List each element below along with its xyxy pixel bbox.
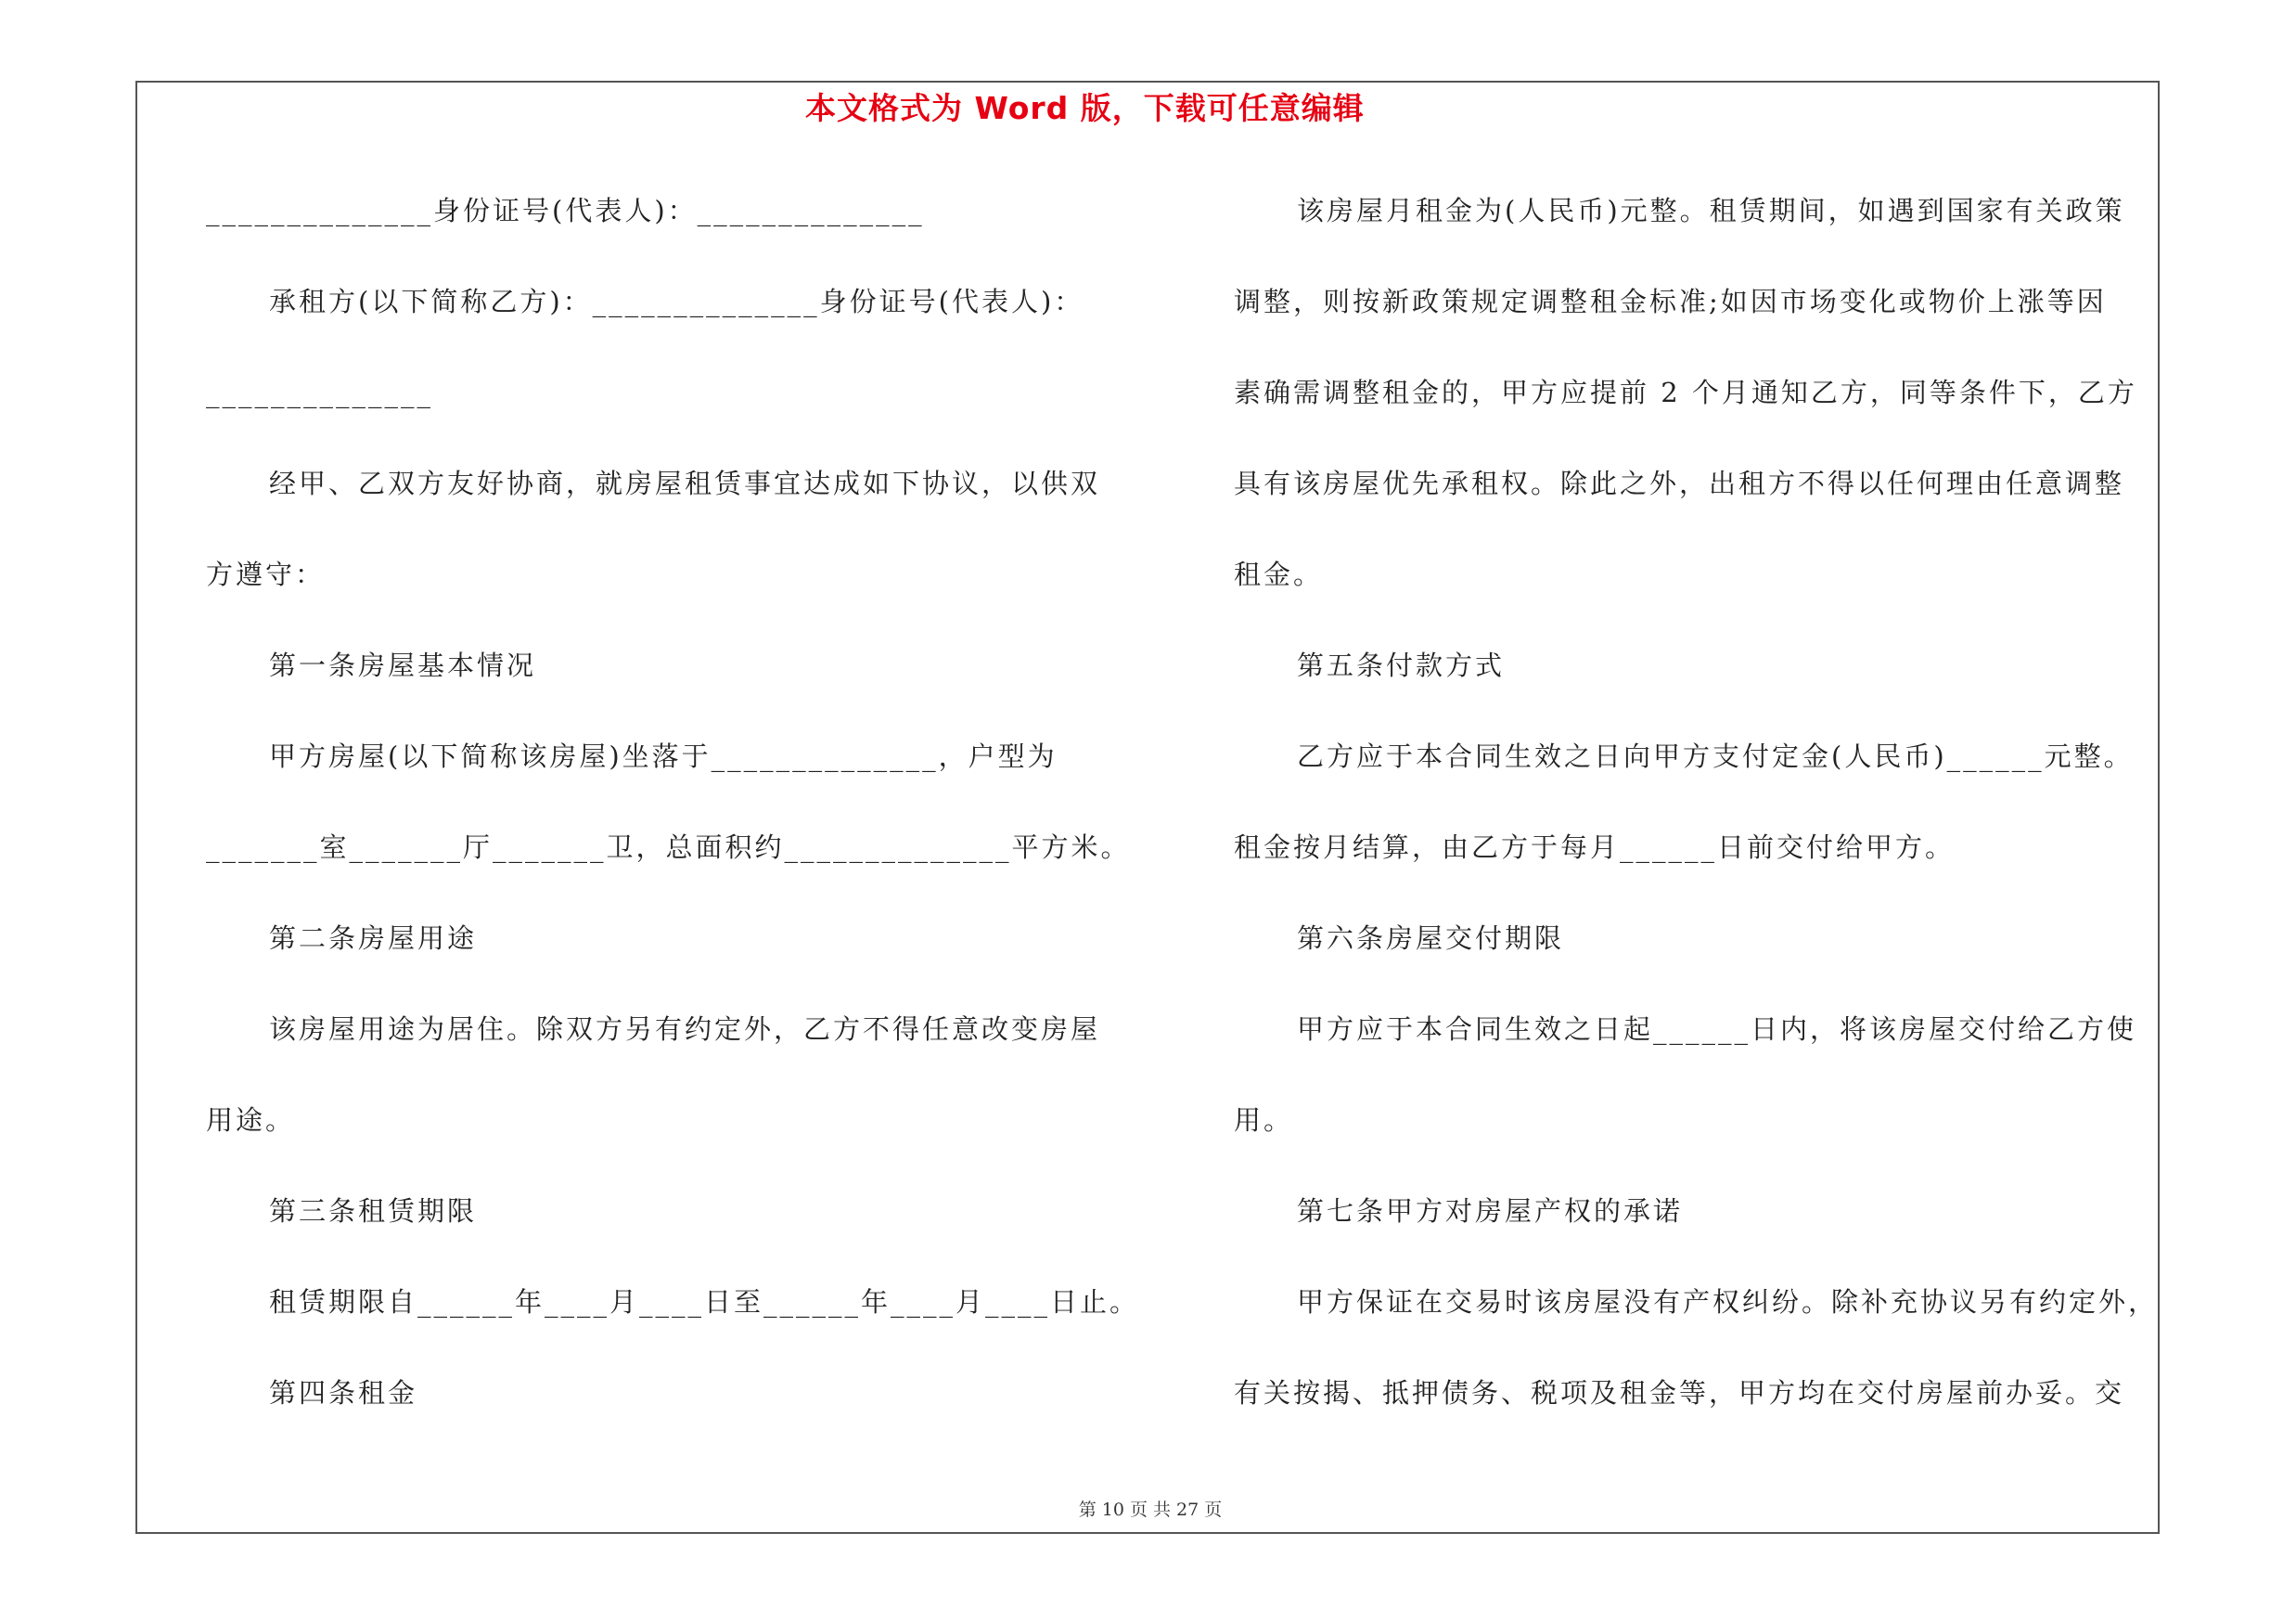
paragraph-line: 承租方(以下简称乙方)：______________身份证号(代表人)： bbox=[269, 286, 1084, 317]
format-notice: 本文格式为 Word 版，下载可任意编辑 bbox=[805, 90, 1365, 126]
section-heading: 第六条房屋交付期限 bbox=[1297, 922, 1565, 954]
paragraph-line: 该房屋月租金为(人民币)元整。租赁期间，如遇到国家有关政策 bbox=[1297, 195, 2125, 226]
paragraph-line: 用途。 bbox=[206, 1104, 296, 1136]
paragraph-line: 经甲、乙双方友好协商，就房屋租赁事宜达成如下协议，以供双 bbox=[269, 468, 1101, 499]
paragraph-line: _______室_______厅_______卫，总面积约______________平方米。 bbox=[206, 831, 1131, 863]
section-heading: 第七条甲方对房屋产权的承诺 bbox=[1297, 1195, 1684, 1227]
paragraph-line: 具有该房屋优先承租权。除此之外，出租方不得以任何理由任意调整 bbox=[1234, 468, 2125, 499]
left-column bbox=[206, 165, 1171, 1438]
paragraph-line: 调整，则按新政策规定调整租金标准;如因市场变化或物价上涨等因 bbox=[1234, 286, 2107, 317]
paragraph-line: 租金按月结算，由乙方于每月______日前交付给甲方。 bbox=[1234, 831, 1956, 863]
page-number: 第 10 页 共 27 页 bbox=[1078, 1500, 1223, 1520]
paragraph-line: 甲方应于本合同生效之日起______日内，将该房屋交付给乙方使 bbox=[1297, 1013, 2137, 1045]
section-heading: 第三条租赁期限 bbox=[269, 1195, 478, 1227]
paragraph-line: 乙方应于本合同生效之日向甲方支付定金(人民币)______元整。 bbox=[1297, 741, 2134, 772]
paragraph-line: 素确需调整租金的，甲方应提前 2 个月通知乙方，同等条件下，乙方 bbox=[1234, 377, 2137, 408]
section-heading: 第五条付款方式 bbox=[1297, 650, 1506, 681]
paragraph-line: ______________ bbox=[206, 377, 433, 408]
paragraph-line: 方遵守： bbox=[206, 559, 326, 590]
paragraph-line: 租赁期限自______年____月____日至______年____月____日止。 bbox=[269, 1286, 1140, 1318]
right-column bbox=[1234, 165, 2161, 1438]
paragraph-line: 有关按揭、抵押债务、税项及租金等，甲方均在交付房屋前办妥。交 bbox=[1234, 1377, 2125, 1409]
section-heading: 第一条房屋基本情况 bbox=[269, 650, 537, 681]
paragraph-line: ______________身份证号(代表人)：______________ bbox=[206, 195, 925, 226]
paragraph-line: 甲方房屋(以下简称该房屋)坐落于______________，户型为 bbox=[269, 741, 1058, 772]
paragraph-line: 用。 bbox=[1234, 1104, 1294, 1136]
section-heading: 第四条租金 bbox=[269, 1377, 418, 1409]
paragraph-line: 租金。 bbox=[1234, 559, 1324, 590]
paragraph-line: 该房屋用途为居住。除双方另有约定外，乙方不得任意改变房屋 bbox=[269, 1013, 1101, 1045]
paragraph-line: 甲方保证在交易时该房屋没有产权纠纷。除补充协议另有约定外， bbox=[1297, 1286, 2159, 1318]
section-heading: 第二条房屋用途 bbox=[269, 922, 478, 954]
